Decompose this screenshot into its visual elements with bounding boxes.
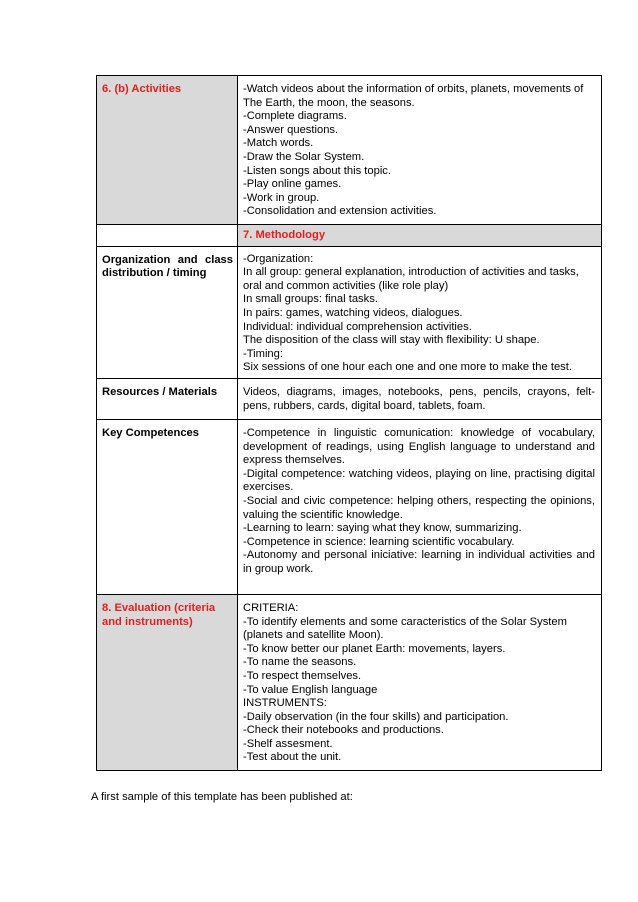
competences-content-cell xyxy=(238,419,602,594)
evaluation-line: -To identify elements and some caracteristics of the Solar System (planets and satellite Moon). xyxy=(243,615,567,642)
activities-label-cell xyxy=(97,76,238,225)
activity-line: -Draw the Solar System. xyxy=(243,150,365,163)
evaluation-line: -To know better our planet Earth: movements, layers. xyxy=(243,642,506,655)
evaluation-line: -Daily observation (in the four skills) and participation. xyxy=(243,710,509,723)
competence-line: -Competence in linguistic comunication: knowledge of vocabulary, development of readings, using English language to understand and express themselves. xyxy=(243,426,595,467)
activity-line: -Watch videos about the information of orbits, planets, movements of The Earth, the moon, the seasons. xyxy=(243,83,584,109)
resources-label-cell xyxy=(97,378,238,419)
activity-line: -Consolidation and extension activities. xyxy=(243,205,437,218)
competences-row xyxy=(97,419,602,594)
organization-line: Individual: individual comprehension activities. xyxy=(243,320,472,333)
competence-line: -Competence in science: learning scientific vocabulary. xyxy=(243,535,515,548)
activity-line: -Work in group. xyxy=(243,191,320,204)
footer-text: A first sample of this template has been published at: xyxy=(91,791,353,803)
organization-line: -Organization: xyxy=(243,252,314,265)
organization-line: In pairs: games, watching videos, dialogues. xyxy=(243,306,463,319)
lesson-plan-table xyxy=(96,75,602,771)
evaluation-line: CRITERIA: xyxy=(243,601,299,614)
competence-line: -Social and civic competence: helping others, respecting the opinions, valuing the scientific knowledge. xyxy=(243,494,595,521)
competence-line: -Digital competence: watching videos, playing on line, practising digital exercises. xyxy=(243,467,595,494)
evaluation-line: -Check their notebooks and productions. xyxy=(243,724,444,737)
activity-line: -Listen songs about this topic. xyxy=(243,164,392,177)
organization-content-cell xyxy=(238,246,602,378)
evaluation-line: -Shelf assesment. xyxy=(243,737,333,750)
competences-label-cell xyxy=(97,419,238,594)
evaluation-line: -Test about the unit. xyxy=(243,751,342,764)
evaluation-line: -To value English language xyxy=(243,683,378,696)
organization-line: In small groups: final tasks. xyxy=(243,293,378,306)
activity-line: -Answer questions. xyxy=(243,123,339,136)
organization-label-cell xyxy=(97,246,238,378)
evaluation-row xyxy=(97,594,602,770)
organization-line: The disposition of the class will stay with flexibility: U shape. xyxy=(243,334,540,347)
methodology-heading: 7. Methodology xyxy=(243,229,326,241)
evaluation-line: -To name the seasons. xyxy=(243,656,357,669)
activity-line: -Match words. xyxy=(243,137,314,150)
evaluation-content-cell xyxy=(238,594,602,770)
activities-label: 6. (b) Activities xyxy=(102,83,182,95)
evaluation-label-cell xyxy=(97,594,238,770)
methodology-heading-cell xyxy=(238,225,602,247)
activities-row xyxy=(97,76,602,225)
organization-line: -Timing: xyxy=(243,347,283,360)
activity-line: -Play online games. xyxy=(243,178,342,191)
competences-label: Key Competences xyxy=(102,426,199,439)
resources-text: Videos, diagrams, images, notebooks, pens, pencils, crayons, felt-pens, rubbers, cards, digital board, tablets, foam. xyxy=(243,385,595,412)
activities-content-cell xyxy=(238,76,602,225)
organization-line: In all group: general explanation, introduction of activities and tasks, oral and common activities (like role play) xyxy=(243,266,579,292)
competence-line: -Autonomy and personal iniciative: learning in individual activities and in group work. xyxy=(243,549,595,575)
activity-line: -Complete diagrams. xyxy=(243,110,347,123)
methodology-empty-cell xyxy=(97,225,238,247)
evaluation-label: 8. Evaluation (criteria and instruments) xyxy=(102,601,216,628)
methodology-row xyxy=(97,225,602,247)
organization-label: Organization and class distribution / timing xyxy=(102,253,233,280)
organization-row xyxy=(97,246,602,378)
resources-label: Resources / Materials xyxy=(102,385,218,398)
competence-line: -Learning to learn: saying what they know, summarizing. xyxy=(243,522,522,535)
resources-row xyxy=(97,378,602,419)
organization-line: Six sessions of one hour each one and one more to make the test. xyxy=(243,361,572,374)
evaluation-line: INSTRUMENTS: xyxy=(243,697,327,710)
resources-content-cell xyxy=(238,378,602,419)
evaluation-line: -To respect themselves. xyxy=(243,669,362,682)
